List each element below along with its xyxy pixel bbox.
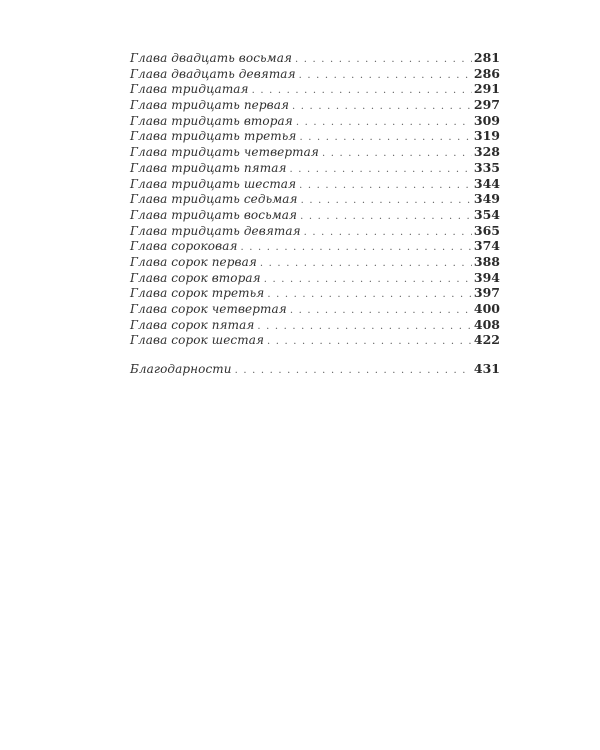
dot-leader (299, 68, 472, 84)
toc-entry-title: Глава тридцать четвертая (130, 145, 319, 160)
toc-entry-page: 394 (473, 269, 500, 285)
toc-entry-page: 344 (473, 175, 500, 191)
dot-leader (290, 162, 472, 178)
toc-entry (130, 332, 500, 348)
dot-leader (299, 178, 472, 194)
toc-entry-title: Глава сорок четвертая (130, 302, 287, 316)
toc-entry-title: Глава тридцатая (130, 82, 249, 97)
dot-leader (301, 193, 472, 209)
dot-leader (260, 256, 472, 272)
dot-leader (299, 130, 471, 146)
toc-entry-title: Глава сорок вторая (130, 270, 261, 285)
dot-leader (267, 334, 472, 350)
table-of-contents (130, 50, 500, 377)
toc-entry-acknowledgements (130, 361, 500, 377)
toc-entry-page: 319 (473, 128, 500, 144)
toc-entry (130, 66, 500, 82)
toc-entry-page: 281 (473, 50, 500, 65)
toc-entry-title: Благодарности (130, 362, 232, 377)
toc-entry-page: 408 (473, 316, 500, 332)
toc-entry (130, 128, 500, 144)
dot-leader (304, 225, 472, 241)
toc-entry (130, 144, 500, 160)
toc-entry (130, 223, 500, 239)
toc-entry-title: Глава двадцать восьмая (130, 51, 293, 65)
toc-entry-page: 397 (473, 285, 500, 301)
toc-entry (130, 50, 500, 66)
dot-leader (300, 209, 472, 225)
toc-entry (130, 113, 500, 129)
toc-entry-title: Глава тридцать пятая (130, 160, 287, 175)
toc-entry (130, 301, 500, 317)
toc-entry-title: Глава тридцать восьмая (130, 207, 298, 222)
dot-leader (322, 146, 472, 162)
toc-entry (130, 317, 500, 333)
toc-entry-page: 335 (473, 159, 500, 175)
toc-entry (130, 191, 500, 207)
dot-leader (235, 363, 472, 379)
dot-leader (292, 99, 472, 115)
toc-entry-title: Глава сорок первая (130, 254, 257, 269)
toc-entry-title: Глава тридцать седьмая (130, 192, 298, 207)
toc-entry-page: 309 (473, 112, 500, 128)
toc-entry-page: 365 (473, 222, 500, 238)
toc-entry (130, 270, 500, 286)
toc-entry-page: 291 (473, 81, 500, 97)
dot-leader (267, 287, 472, 303)
toc-entry (130, 160, 500, 176)
toc-entry-title: Глава сорок третья (130, 286, 265, 301)
toc-entry-page: 388 (473, 253, 500, 269)
toc-entry-title: Глава тридцать третья (130, 129, 297, 144)
toc-entry (130, 254, 500, 270)
dot-leader (290, 303, 472, 319)
toc-entry-page: 400 (473, 301, 500, 316)
toc-entry-page: 422 (473, 332, 500, 348)
toc-entry-page: 349 (473, 191, 500, 207)
toc-entry (130, 81, 500, 97)
toc-entry-title: Глава тридцать вторая (130, 113, 293, 128)
toc-entry-page: 431 (473, 361, 500, 377)
dot-leader (241, 240, 472, 256)
dot-leader (296, 115, 472, 131)
toc-entry (130, 285, 500, 301)
toc-entry-title: Глава сорок шестая (130, 333, 264, 348)
dot-leader (257, 319, 472, 335)
toc-entry-title: Глава тридцать шестая (130, 176, 297, 191)
toc-entry (130, 97, 500, 113)
toc-entry (130, 176, 500, 192)
toc-entry-page: 286 (473, 65, 500, 81)
toc-entry-title: Глава двадцать девятая (130, 66, 296, 81)
toc-entry (130, 238, 500, 254)
toc-entry-page: 328 (473, 144, 500, 160)
toc-entry-page: 374 (473, 238, 500, 254)
toc-entry-title: Глава тридцать первая (130, 98, 290, 113)
toc-entry-title: Глава сорок пятая (130, 317, 255, 332)
toc-entry-page: 354 (473, 206, 500, 222)
dot-leader (295, 52, 472, 68)
toc-entry (130, 207, 500, 223)
dot-leader (252, 83, 472, 99)
toc-entry-title: Глава сороковая (130, 239, 238, 254)
dot-leader (264, 272, 472, 288)
toc-entry-page: 297 (473, 97, 500, 113)
toc-entry-title: Глава тридцать девятая (130, 223, 301, 238)
